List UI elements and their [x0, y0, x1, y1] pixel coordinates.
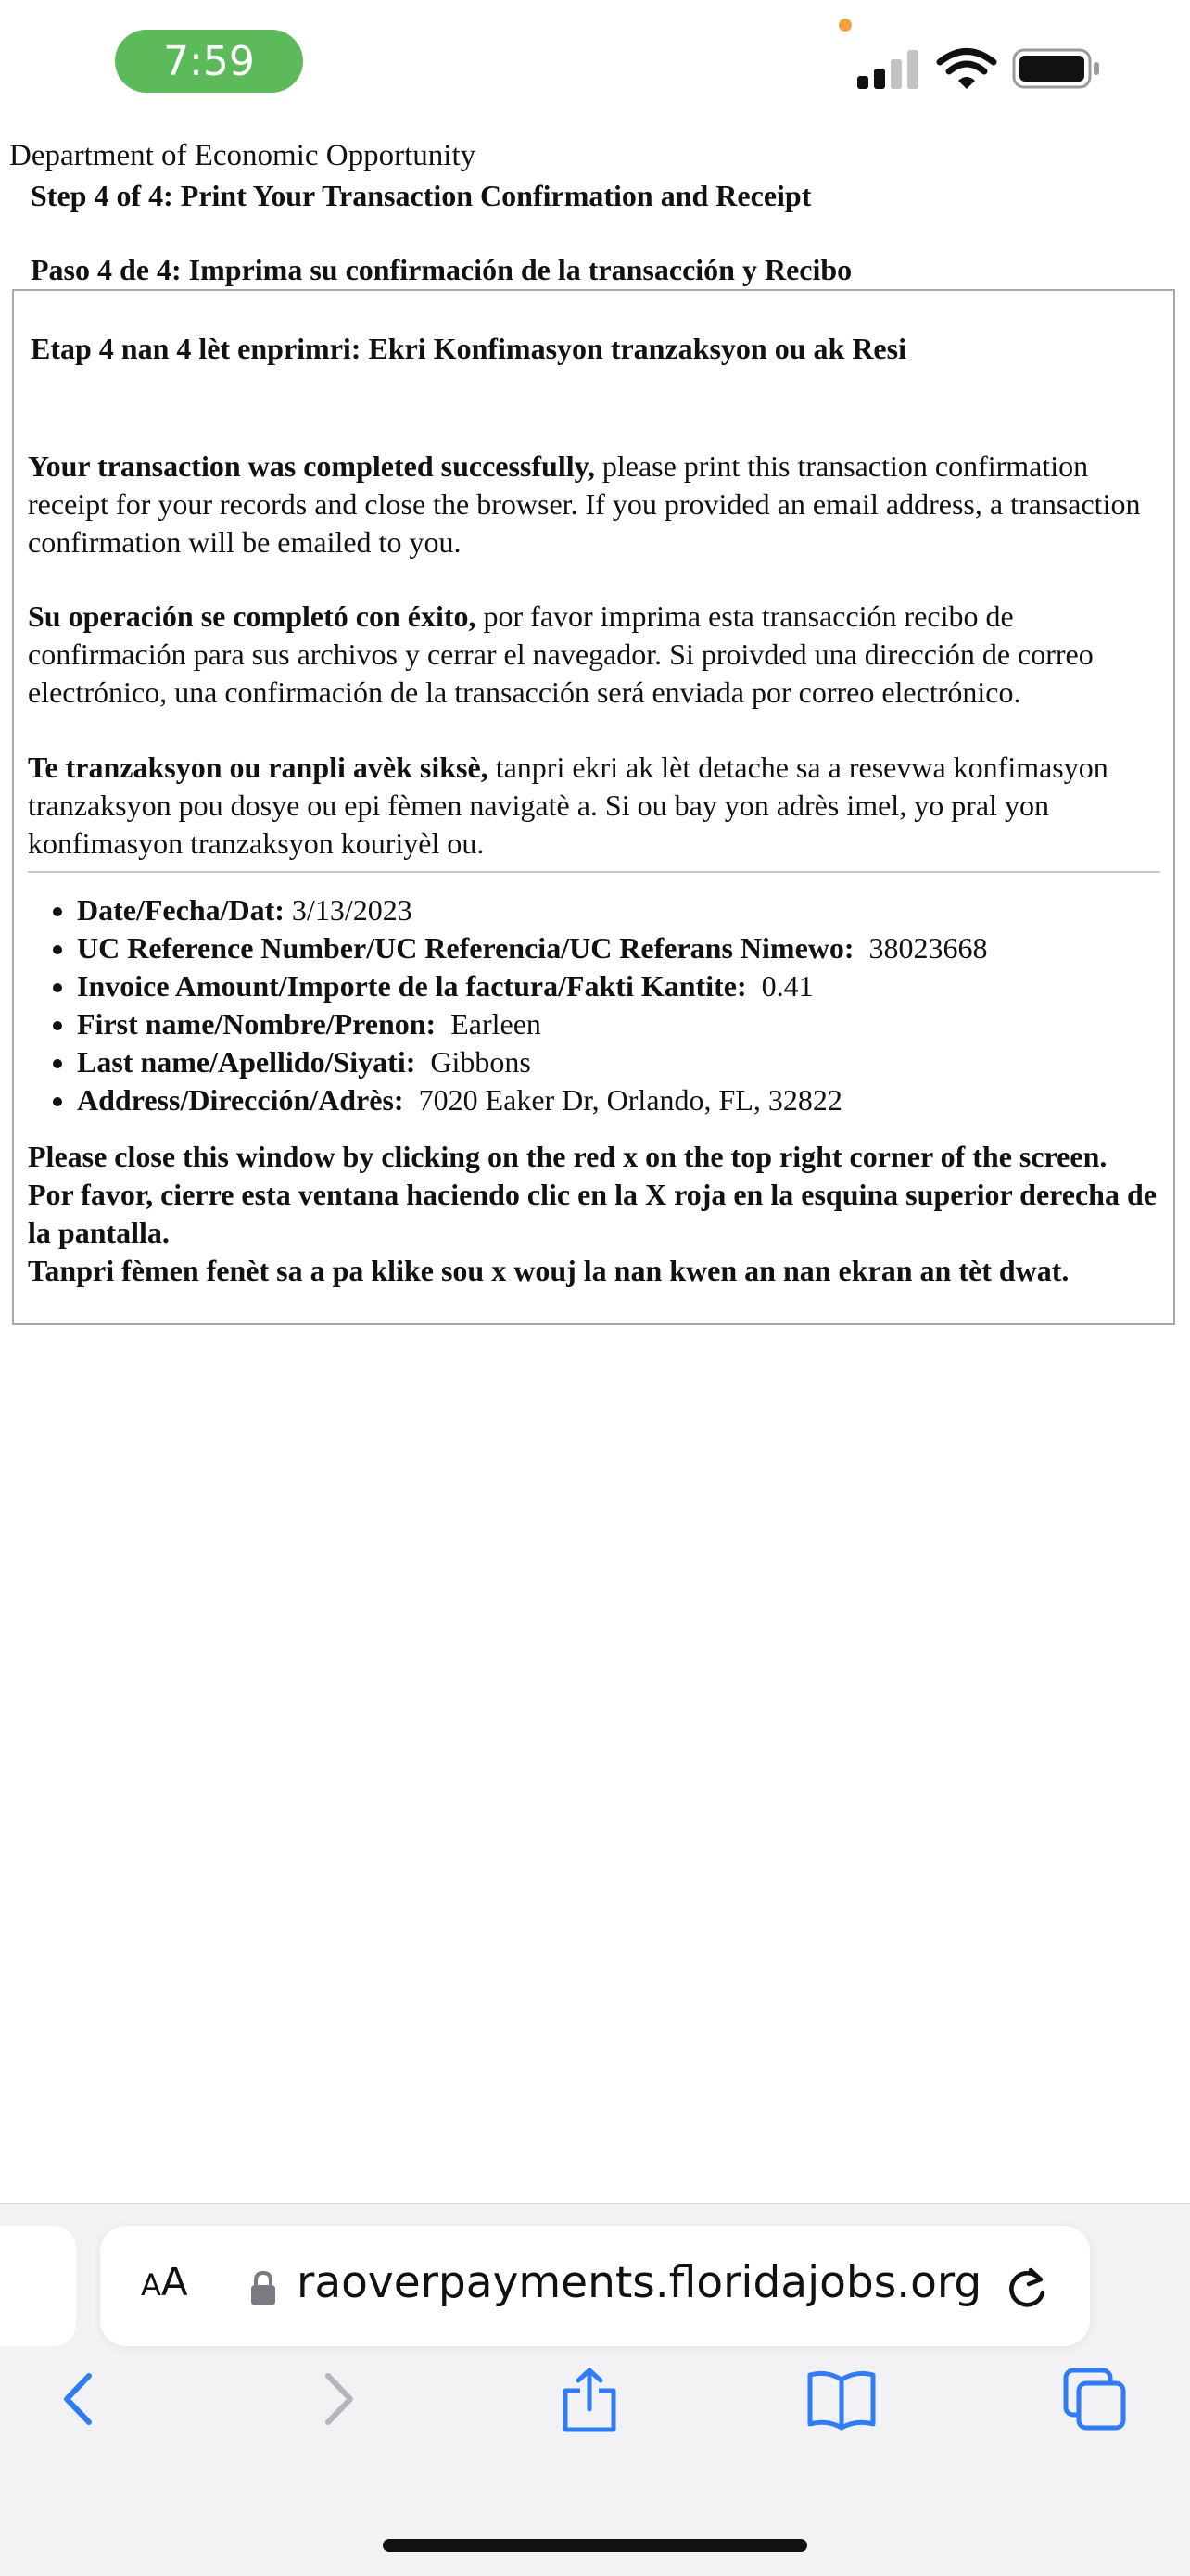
book-icon[interactable] — [806, 2367, 877, 2433]
step-heading-es: Paso 4 de 4: Imprima su confirmación de la transacción y Recibo — [31, 253, 853, 286]
confirmation-message-ht — [28, 749, 1158, 863]
department-name: Department of Economic Opportunity — [9, 139, 476, 172]
status-time-pill[interactable] — [115, 30, 303, 93]
detail-label: UC Reference Number/UC Referencia/UC Referans Nimewo: — [77, 931, 855, 965]
confirmation-body-ht: tanpri ekri ak lèt detache sa a resevwa konfimasyon tranzaksyon pou dosye ou epi fèmen navigatè a. Si ou bay yon adrès imel, yo pral yon konfimasyon tranzaksyon kouriyèl ou. — [28, 751, 1108, 860]
wifi-icon — [936, 46, 997, 91]
detail-label: Invoice Amount/Importe de la factura/Fakti Kantite: — [77, 969, 747, 1003]
detail-value: Gibbons — [430, 1045, 531, 1079]
close-instruction-es: Por favor, cierre esta ventana haciendo clic en la X roja en la esquina superior derecha de la pantalla. — [28, 1178, 1157, 1249]
detail-label: First name/Nombre/Prenon: — [77, 1007, 437, 1041]
confirmation-message-en — [28, 448, 1158, 562]
home-indicator — [383, 2539, 807, 2552]
detail-date — [77, 891, 1190, 929]
chevron-right-icon[interactable] — [315, 2367, 361, 2431]
close-instruction-en: Please close this window by clicking on the red x on the top right corner of the screen. — [28, 1140, 1108, 1173]
cellular-signal-icon — [855, 46, 921, 91]
detail-value: 0.41 — [761, 969, 814, 1003]
page-settings-button[interactable]: AA — [141, 2259, 188, 2305]
close-window-instructions — [28, 1138, 1163, 1290]
confirmation-message-es — [28, 598, 1158, 712]
battery-icon — [1012, 46, 1101, 91]
detail-label: Date/Fecha/Dat: — [77, 893, 285, 927]
detail-label: Last name/Apellido/Siyati: — [77, 1045, 416, 1079]
detail-first-name — [77, 1005, 1190, 1043]
url-text[interactable]: raoverpayments.floridajobs.org — [297, 2257, 982, 2308]
step-heading-ht: Etap 4 nan 4 lèt enprimri: Ekri Konfimasyon tranzaksyon ou ak Resi — [31, 332, 906, 365]
previous-tab-card[interactable] — [0, 2226, 76, 2346]
detail-value: Earleen — [450, 1007, 541, 1041]
confirmation-lead-es: Su operación se completó con éxito, — [28, 600, 476, 633]
detail-label: Address/Dirección/Adrès: — [77, 1083, 404, 1117]
detail-value: 7020 Eaker Dr, Orlando, FL, 32822 — [418, 1083, 842, 1117]
confirmation-lead-ht: Te tranzaksyon ou ranpli avèk siksè, — [28, 751, 488, 784]
reload-icon[interactable] — [1003, 2261, 1051, 2313]
tabs-icon[interactable] — [1062, 2367, 1129, 2433]
camera-indicator-dot — [839, 19, 852, 32]
section-divider — [28, 871, 1160, 873]
chevron-left-icon[interactable] — [56, 2367, 102, 2431]
detail-reference-number — [77, 929, 1190, 967]
status-time: 7:59 — [163, 37, 255, 85]
step-heading-en: Step 4 of 4: Print Your Transaction Confirmation and Receipt — [31, 179, 812, 212]
detail-invoice-amount — [77, 967, 1190, 1005]
detail-last-name — [77, 1043, 1190, 1081]
confirmation-body-es: por favor imprima esta transacción recibo de confirmación para sus archivos y cerrar el navegador. Si proivded una dirección de correo electrónico, una confirmación de la transacción será enviada por correo electrónico. — [28, 600, 1094, 709]
address-bar[interactable] — [100, 2226, 1090, 2346]
detail-address — [77, 1081, 1190, 1119]
detail-value: 38023668 — [868, 931, 988, 965]
close-instruction-ht: Tanpri fèmen fenèt sa a pa klike sou x wouj la nan kwen an nan ekran an tèt dwat. — [28, 1254, 1070, 1287]
detail-value: 3/13/2023 — [291, 893, 412, 927]
safari-bottom-toolbar — [0, 2203, 1190, 2576]
lock-icon — [248, 2270, 278, 2307]
transaction-details-list — [28, 891, 1190, 1119]
confirmation-body-en: please print this transaction confirmation receipt for your records and close the browser. If you provided an email address, a transaction confirmation will be emailed to you. — [28, 449, 1141, 559]
share-icon[interactable] — [556, 2367, 623, 2433]
confirmation-lead-en: Your transaction was completed successfully, — [28, 449, 595, 483]
status-bar — [0, 0, 1190, 120]
